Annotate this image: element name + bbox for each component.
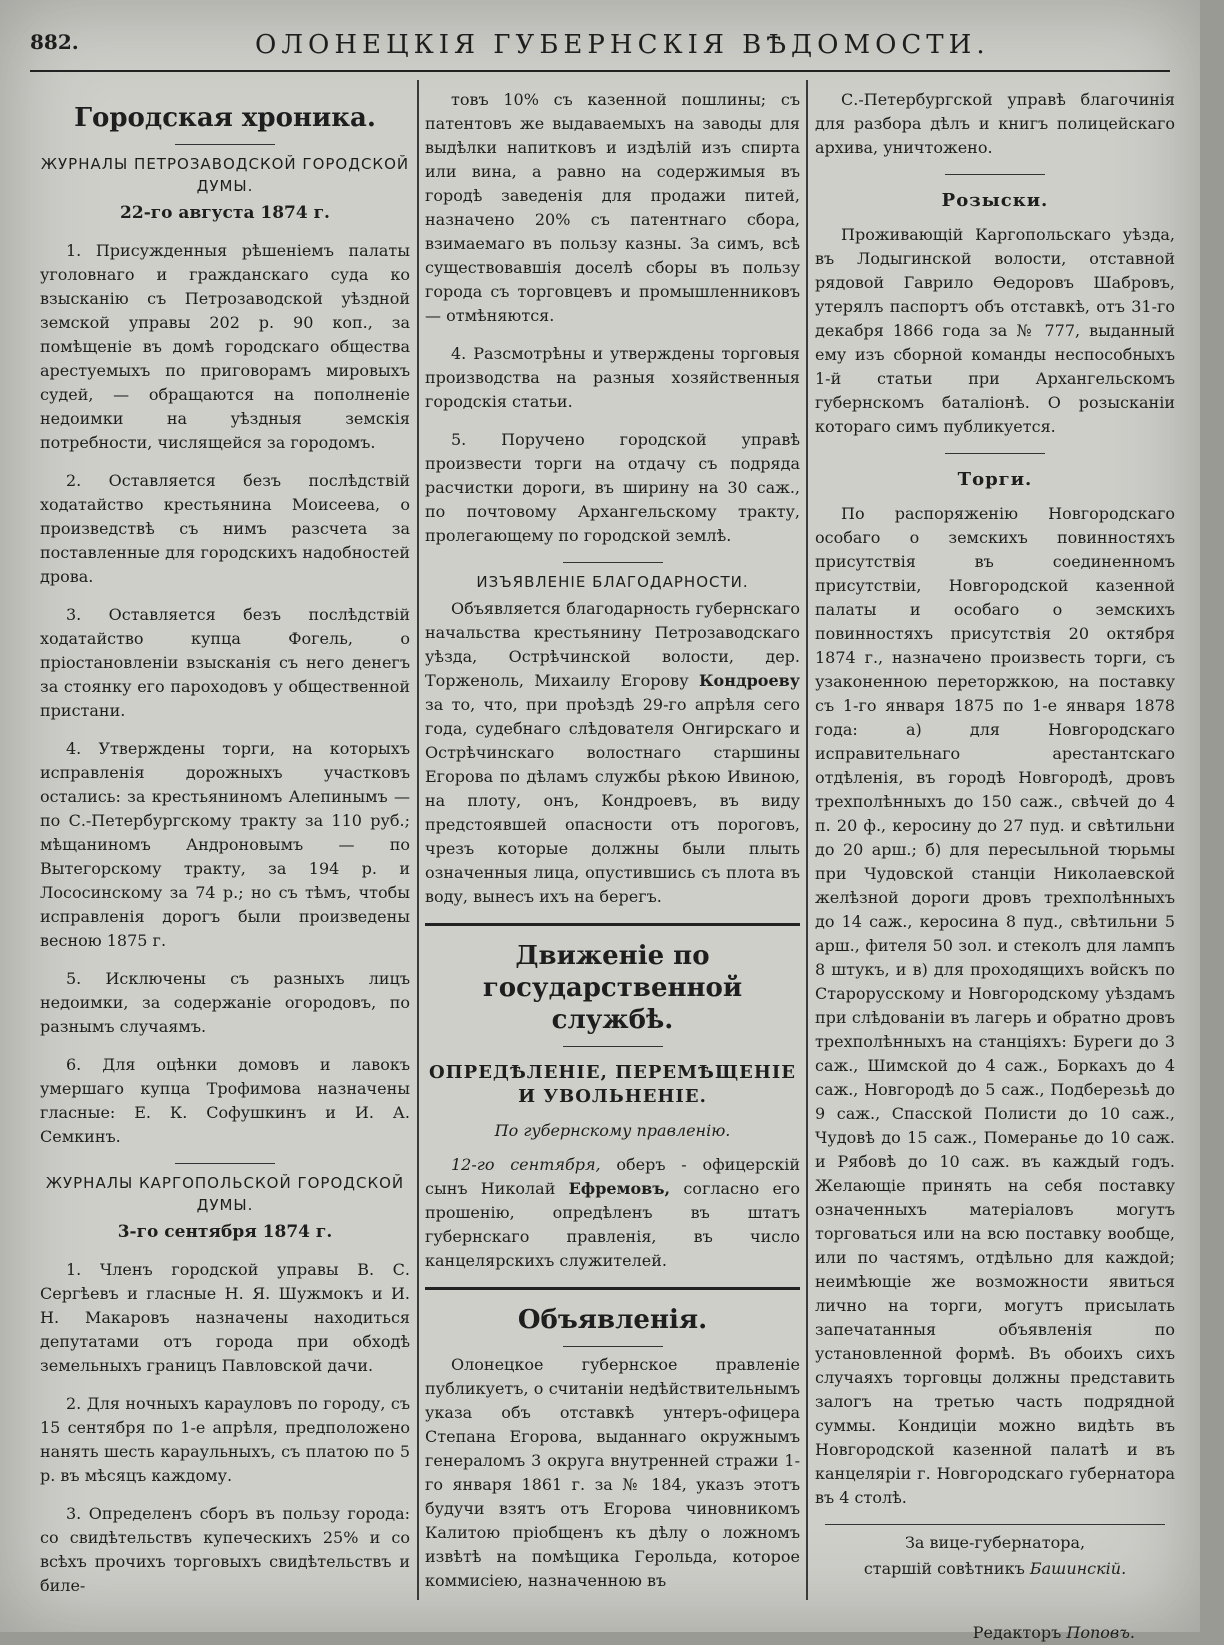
paragraph: 5. Исключены съ разныхъ лицъ недоимки, за содержаніе огородовъ, по разнымъ случаямъ.	[40, 969, 410, 1036]
divider	[175, 144, 275, 145]
paragraph: 3. Оставляется безъ послѣдствій ходатайство купца Фогель, о пріостановленіи взысканія съ него денегъ за стоянку его пароходовъ у общественной пристани.	[40, 605, 410, 720]
subsection-title: ЖУРНАЛЫ КАРГОПОЛЬСКОЙ ГОРОДСКОЙ ДУМЫ.	[45, 1174, 405, 1214]
paper-title: ОЛОНЕЦКІЯ ГУБЕРНСКІЯ ВѢДОМОСТИ.	[255, 30, 990, 60]
paragraph: Олонецкое губернское правленіе публикуетъ, о считаніи недѣйствительнымъ указа объ отставкѣ унтеръ-офицера Степана Егорова, выданнаго окружнымъ генераломъ 3 округа внутренней стражи 1-го января 1861 г. за № 184, указъ этотъ будучи взятъ отъ Егорова чиновникомъ Калитою пріобщенъ къ дѣлу о ложномъ извѣтѣ на помѣщика Герольда, которое коммисіею, назначенною въ	[425, 1355, 800, 1590]
divider	[425, 923, 800, 926]
paragraph: 1. Присужденныя рѣшеніемъ палаты уголовнаго и гражданскаго суда ко взысканію съ Петрозаводской уѣздной земской управы 202 р. 90 коп., за помѣщеніе въ домѣ городскаго общества арестуемыхъ по приговорамъ мировыхъ судей, — обращаются на пополненіе недоимки на уѣздныя земскія потребности, числящейся за городомъ.	[40, 241, 410, 452]
paragraph: 2. Оставляется безъ послѣдствій ходатайство крестьянина Моисеева, о произведствѣ съ нимъ разсчета за поставленные для городскихъ надобностей дрова.	[40, 471, 410, 586]
signatory-name: Башинскій.	[1029, 1559, 1127, 1578]
subsection-title: ИЗЪЯВЛЕНІЕ БЛАГОДАРНОСТИ.	[476, 573, 749, 591]
signature-line	[815, 1557, 1175, 1581]
column-2	[425, 88, 800, 1618]
paragraph: 6. Для оцѣнки домовъ и лавокъ умершаго купца Трофимова назначены гласные: Е. К. Софушкинъ и И. А. Семкинъ.	[40, 1055, 410, 1146]
paragraph: товъ 10% съ казенной пошлины; съ патентовъ же выдаваемыхъ на заводы для выдѣлки напитковъ и издѣлій изъ спирта или вина, а равно на содержимыя въ городѣ заведенія для продажи питей, назначено 20% съ патентнаго сбора, взимаемаго въ пользу казны. За симъ, всѣ существовавшія доселѣ сборы въ пользу города съ торговцевъ и промышленниковъ — отмѣняются.	[425, 90, 800, 325]
column-3	[815, 88, 1175, 1642]
text-run: Объявляется благодарность губернскаго начальства крестьянину Петрозаводскаго уѣзда, Острѣчинской волости, дер. Торженоль, Михаилу Егорову	[425, 599, 800, 690]
paragraph: 4. Утверждены торги, на которыхъ исправленія дорожныхъ участковъ остались: за крестьяниномъ Алепинымъ — по С.-Петербургскому тракту за 110 руб.; мѣщаниномъ Андроновымъ — по Вытегорскому тракту, за 194 р. и Лососинскому за 74 р.; но съ тѣмъ, чтобы исправленія дорогъ были произведены весною 1875 г.	[40, 739, 410, 950]
divider	[563, 1346, 663, 1347]
paragraph: 3. Определенъ сборъ въ пользу города: со свидѣтельствъ купеческихъ 25% и со всѣхъ прочихъ торговыхъ свидѣтельствъ и биле-	[40, 1504, 410, 1595]
subsection-subtitle: По губернскому правленію.	[494, 1121, 731, 1140]
date-line: 22-го августа 1874 г.	[120, 203, 330, 223]
divider	[945, 174, 1045, 175]
column-1	[40, 88, 410, 1618]
paragraph: С.-Петербургской управѣ благочинія для разбора дѣлъ и книгъ полицейскаго архива, уничтожено.	[815, 90, 1175, 157]
text-run: согласно его прошенію, опредѣленъ въ штатъ губернскаго правленія, въ число канцелярскихъ служителей.	[425, 1179, 800, 1270]
text-run: старшій совѣтникъ	[863, 1559, 1025, 1578]
divider	[563, 562, 663, 563]
editor-line	[815, 1621, 1175, 1645]
paragraph: Проживающій Каргопольскаго уѣзда, въ Лодыгинской волости, отставной рядовой Гаврило Ѳедоровъ Шабровъ, утерялъ паспортъ объ отставкѣ, отъ 31-го декабря 1866 года за № 777, выданный ему изъ сборной команды неспособныхъ 1-й статьи при Архангельскомъ губернскомъ баталіонѣ. О розысканіи котораго симъ публикуется.	[815, 225, 1175, 436]
paragraph: По распоряженію Новгородскаго особаго о земскихъ повинностяхъ присутствія въ соединенномъ присутствіи, Новгородской казенной палаты и особаго о земскихъ повинностяхъ присутствія 20 октября 1874 г., назначено произвесть торги, съ узаконенною переторжкою, на поставку съ 1-го января 1875 по 1-е января 1878 года: а) для Новгородскаго исправительнаго арестантскаго отдѣленія, въ городѣ Новгородѣ, дровъ трехполѣнныхъ до 150 саж., свѣчей до 4 п. 20 ф., керосину до 27 пуд. и свѣтильни до 20 арш.; б) для пересыльной тюрьмы при Чудовской станціи Николаевской желѣзной дороги дровъ трехполѣнныхъ до 14 саж., керосина 8 пуд., свѣтильни 5 арш., фителя 50 зол. и стеколъ для лампъ 8 штукъ, и в) для проходящихъ войскъ по Старорусскому и Новгородскому уѣздамъ при слѣдованіи въ лагерь и обратно дровъ трехполѣнныхъ на станціяхъ: Буреги до 3 саж., Шимской до 4 саж., Боркахъ до 4 саж., Новгородѣ до 5 саж., Подберезьѣ до 9 саж., Спасской Полисти до 10 саж., Чудовѣ до 15 саж., Померанье до 10 саж. и Рябовѣ до 10 саж. въ каждый годъ. Желающіе принять на себя поставку означенныхъ матеріаловъ могутъ торговаться или на всю поставку вообще, или по частямъ, отдѣльно для каждой; неимѣющіе же возможности явиться лично на торги, могутъ присылать запечатанныя объявленія по установленной формѣ. Въ обоихъ сихъ случаяхъ торговцы должны представить залогъ на третью часть подрядной суммы. Кондиціи можно видѣть въ Новгородской казенной палатѣ и въ канцеляріи г. Новгородскаго губернатора въ 4 столѣ.	[815, 504, 1175, 1507]
paragraph	[425, 597, 800, 909]
subsection-title: Розыски.	[941, 190, 1049, 211]
column-divider	[417, 80, 419, 1600]
divider	[945, 453, 1045, 454]
divider	[825, 1524, 1165, 1525]
signature-line: За вице-губернатора,	[904, 1533, 1086, 1552]
column-divider	[806, 80, 808, 1600]
divider	[175, 1163, 275, 1164]
divider	[425, 1287, 800, 1290]
person-name: Кондроеву	[699, 671, 800, 690]
person-name: Ефремовъ,	[568, 1179, 671, 1198]
subsection-title: ЖУРНАЛЫ ПЕТРОЗАВОДСКОЙ ГОРОДСКОЙ ДУМЫ.	[40, 155, 410, 195]
section-title-chronicle: Городская хроника.	[74, 103, 376, 133]
paragraph: 5. Поручено городской управѣ произвести торги на отдачу съ подряда расчистки дороги, въ ширину на 30 саж., по почтовому Архангельскому тракту, пролегающему по городской землѣ.	[425, 430, 800, 545]
page-number: 882.	[30, 30, 79, 54]
running-head	[30, 30, 1170, 72]
text-run: Редакторъ	[972, 1623, 1062, 1642]
paragraph: 2. Для ночныхъ карауловъ по городу, съ 15 сентября по 1-е апрѣля, предположено нанять шесть караульныхъ, съ платою по 5 р. въ мѣсяцъ каждому.	[40, 1394, 410, 1485]
text-run: оберъ - офицерскій сынъ Николай	[425, 1155, 801, 1198]
subsection-title: ОПРЕДѢЛЕНІЕ, ПЕРЕМѢЩЕНІЕ И УВОЛЬНЕНІЕ.	[429, 1062, 796, 1107]
text-run: за то, что, при проѣздѣ 29-го апрѣля сего года, судебнаго слѣдователя Онгирскаго и Острѣчинскаго волостнаго старшины Егорова по дѣламъ службы рѣкою Ивиною, на плоту, онъ, Кондроевъ, въ виду предстоявшей опасности отъ пороговъ, чрезъ которые должны были плыть означенныя лица, опустившись съ плота въ воду, вынесъ ихъ на берегъ.	[425, 695, 800, 906]
subsection-title: Торги.	[957, 469, 1033, 490]
divider	[563, 1046, 663, 1047]
section-title-ads: Объявленія.	[517, 1305, 708, 1335]
editor-name: Поповъ.	[1066, 1623, 1135, 1642]
date-line: 3-го сентября 1874 г.	[117, 1222, 333, 1242]
section-title-service: Движеніе по государственной службѣ.	[482, 941, 743, 1035]
date-run: 12-го сентября,	[451, 1155, 601, 1174]
paragraph	[425, 1153, 800, 1273]
paragraph: 1. Членъ городской управы В. С. Сергѣевъ и гласные Н. Я. Шужмокъ и И. Н. Макаровъ назначены находиться депутатами отъ города при обходѣ земельныхъ границъ Павловской дачи.	[40, 1260, 410, 1375]
paragraph: 4. Разсмотрѣны и утверждены торговыя производства на разныя хозяйственныя городскія статьи.	[425, 344, 800, 411]
